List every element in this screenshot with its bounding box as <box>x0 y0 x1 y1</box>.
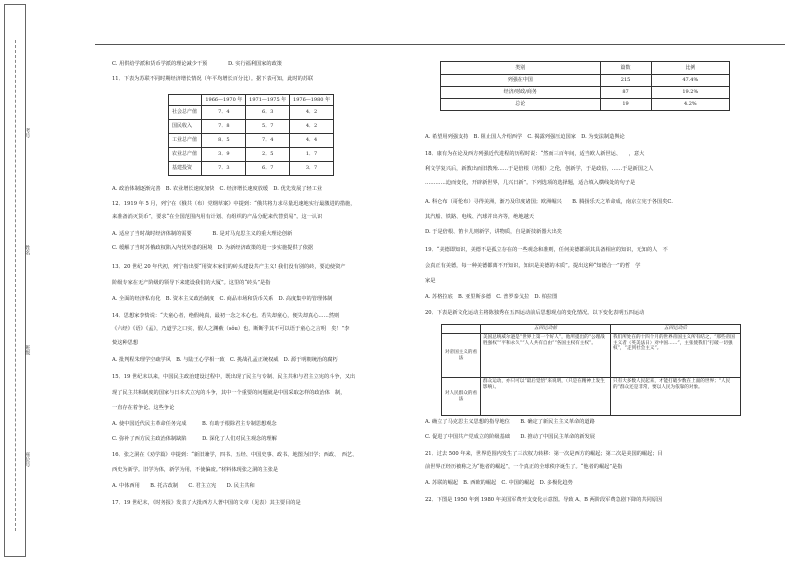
q17-table <box>440 61 730 111</box>
q19-line: 家是 <box>425 278 436 284</box>
table-cell: 6．3 <box>246 106 290 120</box>
table-cell: 47.4% <box>651 75 729 87</box>
table-row <box>169 134 334 148</box>
header-rule <box>95 44 785 45</box>
q21-options: A. 苏联的崛起 B. 西欧的崛起 C. 中国的崛起 D. 多极化趋势 <box>425 480 573 486</box>
q12-line: 12．1919 年 5 月，列宁在《俄共（布）党纲草案》中提到：“俄共将力求尽量迅速地实行最激进的措施， <box>112 201 356 207</box>
q18-option: 其汽船、铁路、电线、汽球并出齐等，绝地越天 <box>425 214 534 220</box>
table-row <box>441 99 730 111</box>
q12-option: C. 缓解了当时苏俄政权陷入内忧外患的困境 D. 为新经济政策的进一步实施提供了依据 <box>112 245 314 251</box>
table-cell: 1．7 <box>290 148 334 162</box>
q20-option: C. 促进了中国共产党成立的阶级基础 D. 推动了中国民主革命的新发展 <box>425 434 595 440</box>
q11-table-header: 1976—1980 年 <box>290 95 334 106</box>
table-cell: 4．2 <box>290 120 334 134</box>
q18-line: …………迫而变化，开辟新世界，几兴日新”。下列选项的选择题，适合填入横线处的句子是 <box>425 180 636 186</box>
table-row <box>442 378 741 416</box>
q22-stem: 22．下图是 1950 年到 1980 年美国军费开支变化示意图。导致 A、B 两阶段军费急剧下降的共同原因 <box>425 497 663 503</box>
binding-margin <box>0 0 30 561</box>
table-cell: 3．7 <box>290 162 334 176</box>
table-row <box>441 87 730 99</box>
table-cell: 7．4 <box>246 134 290 148</box>
q13-line: 阶级专家在无产阶级的领导下来建设我们的大厦”。这里的“砖头”是指 <box>112 280 271 286</box>
q15-option: A. 使中国近代民主革命任务完成 B. 有助于根除君主专制思想观念 <box>112 421 277 427</box>
table-row <box>169 120 334 134</box>
table-cell: 2．5 <box>246 148 290 162</box>
table-cell: 87 <box>600 87 651 99</box>
binding-label-class: 班级 <box>24 345 31 355</box>
q20-option: A. 确立了马克思主义思想的指导地位 B. 确定了新民主主义革命的道路 <box>425 419 595 425</box>
q18-option: D. 于是倍根、笛卡儿则新学，讲物质，自是新技新器大出矣 <box>425 229 562 235</box>
q20-table-header: 五四运动前 <box>481 325 611 334</box>
table-cell: 美国总统威尔逊是“世界上第一个好人”，他所提出的“公理战胜强权”“平和永久”“人人共有自由”“各国主权有主权”。 <box>481 334 611 378</box>
table-cell: 4．2 <box>290 106 334 120</box>
q18-line: 18．康有为在论及西方列强近代进程的历程时说：“然而三百年间，适当欧人新世运、 ，意大 <box>425 151 645 157</box>
q18-line: 利文学复兴后，新教出而旧教殆……于是倍根（培根）之伦，创新学，于是政俗，……于是新国之人 <box>425 166 654 172</box>
q12-line: 来准备消灭货币”，要求“在全国范围内用有计划、有组织的产品分配来代替贸易”。这一认识 <box>112 214 323 220</box>
q15-line: 现了民主共和制度的国家与日本式立宪的斗争，其中一个重要的问题就是中国采取怎样的政治体 制， <box>112 390 346 396</box>
q20-table-header: 五四运动后 <box>611 325 741 334</box>
table-cell: 7．3 <box>202 162 246 176</box>
table-row <box>169 106 334 120</box>
table-cell: 19 <box>600 99 651 111</box>
q15-line: 一直存在着争论。这些争论 <box>112 405 175 411</box>
table-row <box>169 162 334 176</box>
q17-table-header: 篇数 <box>600 62 651 75</box>
q14-line: 贽这种思想 <box>112 340 138 346</box>
table-cell: 19.2% <box>651 87 729 99</box>
table-cell: 6．7 <box>246 162 290 176</box>
table-cell: 215 <box>600 75 651 87</box>
table-cell: 我们所处在的十四个月的世界帝国主义所有结之，“那些帝国主义者（英美法日）对中国……”，主张使我们“打破一切强权”，“走到社会主义”。 <box>611 334 741 378</box>
table-cell: 只有大多数人民起来，才能打破少数在上面的世界；“人民的”群众还是非常，要以人民为依靠的对象。 <box>611 378 741 416</box>
q17-options: A. 希望用列强支持 B. 阻止国人介绍西学 C. 揭露列强压迫国家 D. 为变法制造舆论 <box>425 134 625 140</box>
q11-stem: 11．下表为苏联不同时期经济增长情况（年平均增长百分比）。据下表可知，此时的苏联 <box>112 76 314 82</box>
table-row <box>441 75 730 87</box>
table-cell: 社会总产值 <box>169 106 202 120</box>
q18-option: A. 科仑布（哥伦布）寻得美洲，渐乃及印度诸国；欧洲崛兴 B. 腾扬乐天之革命成，南京立宪于各国矣C. <box>425 199 673 205</box>
q16-options: A. 中体西用 B. 托古改制 C. 君主立宪 D. 民主共和 <box>112 483 255 489</box>
table-row <box>169 148 334 162</box>
binding-dashed-line <box>15 40 16 531</box>
table-cell: 4．4 <box>290 134 334 148</box>
binding-label-seat: 座位号 <box>24 452 31 467</box>
q11-options: A. 政治体制逐渐完善 B. 农业增长速度加快 C. 经济增长速度放缓 D. 优先发展了轻工业 <box>112 186 323 192</box>
table-cell: 8．5 <box>202 134 246 148</box>
q11-table <box>168 94 334 176</box>
q14-options: A. 批判程朱理学空疏学风 B. 与陆王心学相一致 C. 挑战孔孟正统权威 D. 源于明朝统治的腐朽 <box>112 357 338 363</box>
table-cell: 工业总产值 <box>169 134 202 148</box>
table-cell: 3．9 <box>202 148 246 162</box>
table-cell: 基建投资 <box>169 162 202 176</box>
q15-line: 15．19 世纪末以来，中国民主政治建设过程中，既出现了民主与专制、民主共和与君主立宪的斗争，又出 <box>112 374 356 380</box>
table-cell: 群众运动，亦只可以“最后觉悟”来说明，（只是在精神上发生影响）。 <box>481 378 611 416</box>
q11-table-header: 1971—1975 年 <box>246 95 290 106</box>
table-cell: 7．4 <box>202 106 246 120</box>
q20-row-label: 对帝国主义的看法 <box>442 334 481 378</box>
table-cell: 总论 <box>441 99 601 111</box>
q11-table-header: 1966—1970 年 <box>202 95 246 106</box>
q17-stem: 17．19 世纪末，《时务报》发表了大批西方人著中国的文章（见表）其主要目的是 <box>112 500 301 506</box>
table-cell: 经济/财政/商务 <box>441 87 601 99</box>
q20-row-label: 对人民群众的看法 <box>442 378 481 416</box>
table-cell: 7．8 <box>202 120 246 134</box>
table-cell: 4.2% <box>651 99 729 111</box>
q15-option: C. 弥补了西方民主政治体制缺陷 D. 深化了人们对民主观念的理解 <box>112 436 277 442</box>
q14-line: 《六经》《语》《孟》，乃道学之口实，假人之渊薮（sǒu）也，断断乎其不可以语于童心之言明 矣！”李 <box>112 326 350 332</box>
q19-line: 会真正有美德，每一种美德都离不开知识，知识是美德的本质”。提出这种“知德合一”的哲 学 <box>425 263 641 269</box>
q17-table-header: 类别 <box>441 62 601 75</box>
q13-options: A. 全面的经济私有化 B. 资本主义政治制度 C. 商品市场和货币关系 D. 高度集中的管理体制 <box>112 296 333 302</box>
q10-options-tail: C. 用供给学派和货币学派的理论减少干预 D. 实行福利国家的政策 <box>112 61 282 67</box>
q20-table <box>441 324 741 416</box>
q19-options: A. 苏格拉底 B. 亚里斯多德 C. 普罗泰戈拉 D. 柏拉图 <box>425 294 558 300</box>
table-row <box>442 334 741 378</box>
q16-line: 16．张之洞在《劝学篇》中提到：“新旧兼学，四书、五经、中国史事、政书、地图为旧学；西政、 西艺、 <box>112 452 358 458</box>
q19-line: 19．“美德即知识，美德不是孤立存在的一些观念和准则，任何美德都须其具备相应的知识，无知的人 不 <box>425 247 668 253</box>
q13-line: 13．20 世纪 20 年代初，列宁指出要“用资本家们的砖头建设共产主义! 我们没有别的砖，要迫使资产 <box>112 264 346 270</box>
q12-option: A. 适应了当时战时经济体制的需要 B. 是对马克思主义的重大理论创新 <box>112 231 293 237</box>
table-cell: 5．7 <box>246 120 290 134</box>
table-cell: 农业总产值 <box>169 148 202 162</box>
q16-line: 西史为新学。旧学为体，新学为用，不使偏废。”材料体现张之洞的主张是 <box>112 467 279 473</box>
q20-table-corner <box>442 325 481 334</box>
q17-table-header: 比例 <box>651 62 729 75</box>
q21-line: 前世界正经历被称之为“他者的崛起”，一个真正的全球秩序诞生了。“他者的崛起”是指 <box>425 464 623 470</box>
table-cell: 列强在中国 <box>441 75 601 87</box>
binding-label-exam-no: 考号 <box>24 128 31 138</box>
table-cell: 国民收入 <box>169 120 202 134</box>
q14-line: 14．思想家李贽说：“夫童心者，绝假纯真，最初一念之本心也。若失却童心，便失却真心……然则 <box>112 313 340 319</box>
binding-label-name: 姓名 <box>24 245 31 255</box>
q20-stem: 20．下表是新文化运动主将陈独秀在五四运动前后思想观点的变化情况。以下变化表明五四运动 <box>425 310 645 316</box>
q21-line: 21．过去 500 年来，世界范围内发生了三次权力转移：第一次是西方的崛起；第二次是美国的崛起；目 <box>425 451 663 457</box>
q11-table-header <box>169 95 202 106</box>
